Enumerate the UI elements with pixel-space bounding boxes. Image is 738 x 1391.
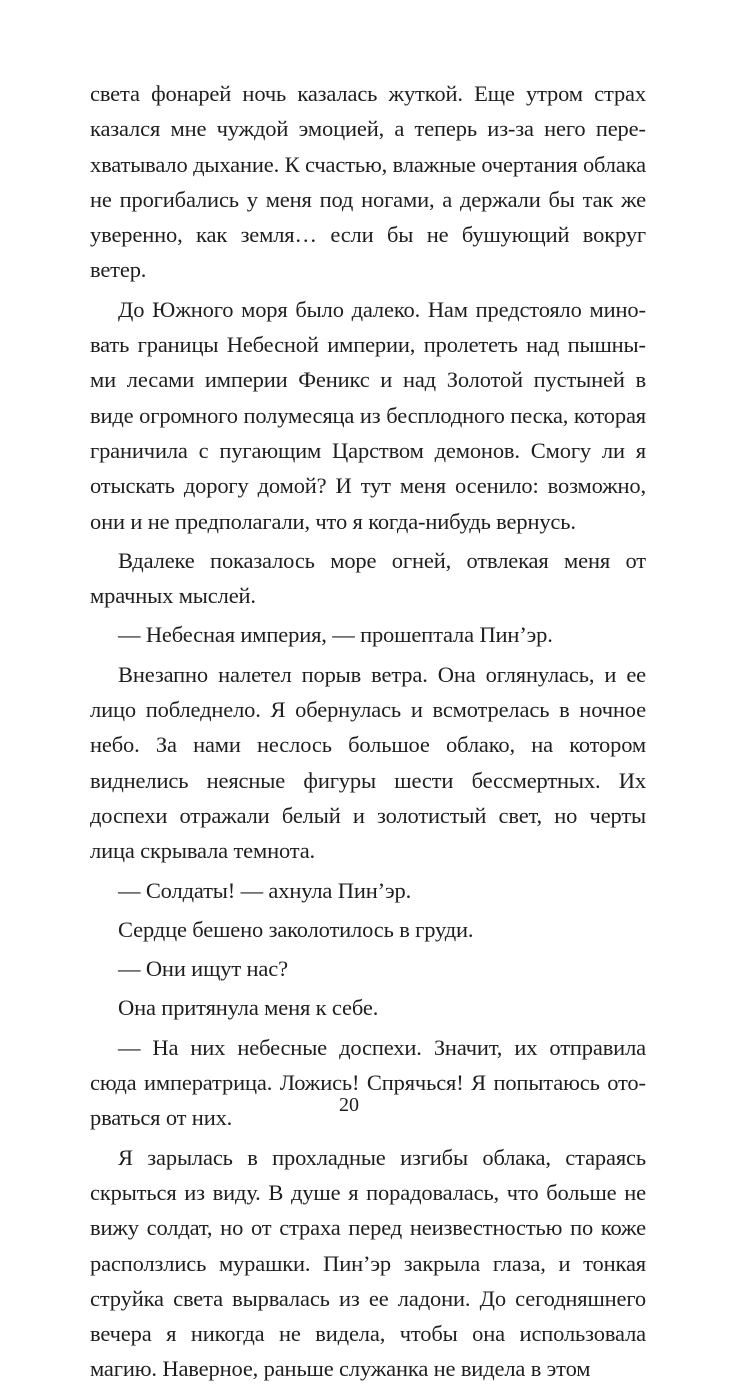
page-number: 20 — [339, 1094, 359, 1114]
body-text — [90, 76, 646, 1391]
paragraph-10: — На них небесные доспехи. Значит, их отправила сюда императрица. Ложись! Спрячься! Я попытаюсь оторваться от них. — [90, 1034, 646, 1131]
paragraph-7: Сердце бешено заколотилось в груди. — [118, 916, 474, 942]
paragraph-3: Вдалеке показалось море огней, отвлекая меня от мрачных мыслей. — [90, 547, 646, 609]
paragraph-8: — Они ищут нас? — [118, 956, 288, 982]
paragraph-4: — Небесная империя, — прошептала Пин’эр. — [118, 622, 553, 648]
paragraph-6: — Солдаты! — ахнула Пин’эр. — [118, 877, 412, 903]
paragraph-1: света фонарей ночь казалась жуткой. Еще утром страх казался мне чуждой эмоцией, а теперь из-за него перехватывало дыхание. К счастью, влажные очертания облака не прогибались у меня под ногами, а держали бы так же уверенно, как земля… если бы не бушующий вокруг ветер. — [90, 81, 646, 283]
paragraph-5: Внезапно налетел порыв ветра. Она оглянулась, и ее лицо побледнело. Я обернулась и всмотрелась в ночное небо. За нами неслось большое облако, на котором виднелись неясные фигуры шести бессмертных. Их доспехи отражали белый и золотистый свет, но черты лица скрывала темнота. — [90, 661, 646, 864]
paragraph-11: Я зарылась в прохладные изгибы облака, стараясь скрыться из виду. В душе я порадовалась, что больше не вижу солдат, но от страха перед неизвестностью по коже расползлись мурашки. Пин’эр закрыла глаза, и тонкая струйка света вырвалась из ее ладони. До сегодняшнего вечера я никогда не видела, чтобы она использовала магию. Наверное, раньше служанка не видела в этом — [90, 1144, 646, 1382]
paragraph-2: До Южного моря было далеко. Нам предстояло миновать границы Небесной империи, пролететь над пышными лесами империи Феникс и над Золотой пустыней в виде огромного полумесяца из бесплодного песка, которая граничила с пугающим Царством демонов. Смогу ли я отыскать дорогу домой? И тут меня осенило: возможно, они и не предполагали, что я когда-нибудь вернусь. — [90, 296, 646, 534]
paragraph-9: Она притянула меня к себе. — [118, 995, 379, 1021]
